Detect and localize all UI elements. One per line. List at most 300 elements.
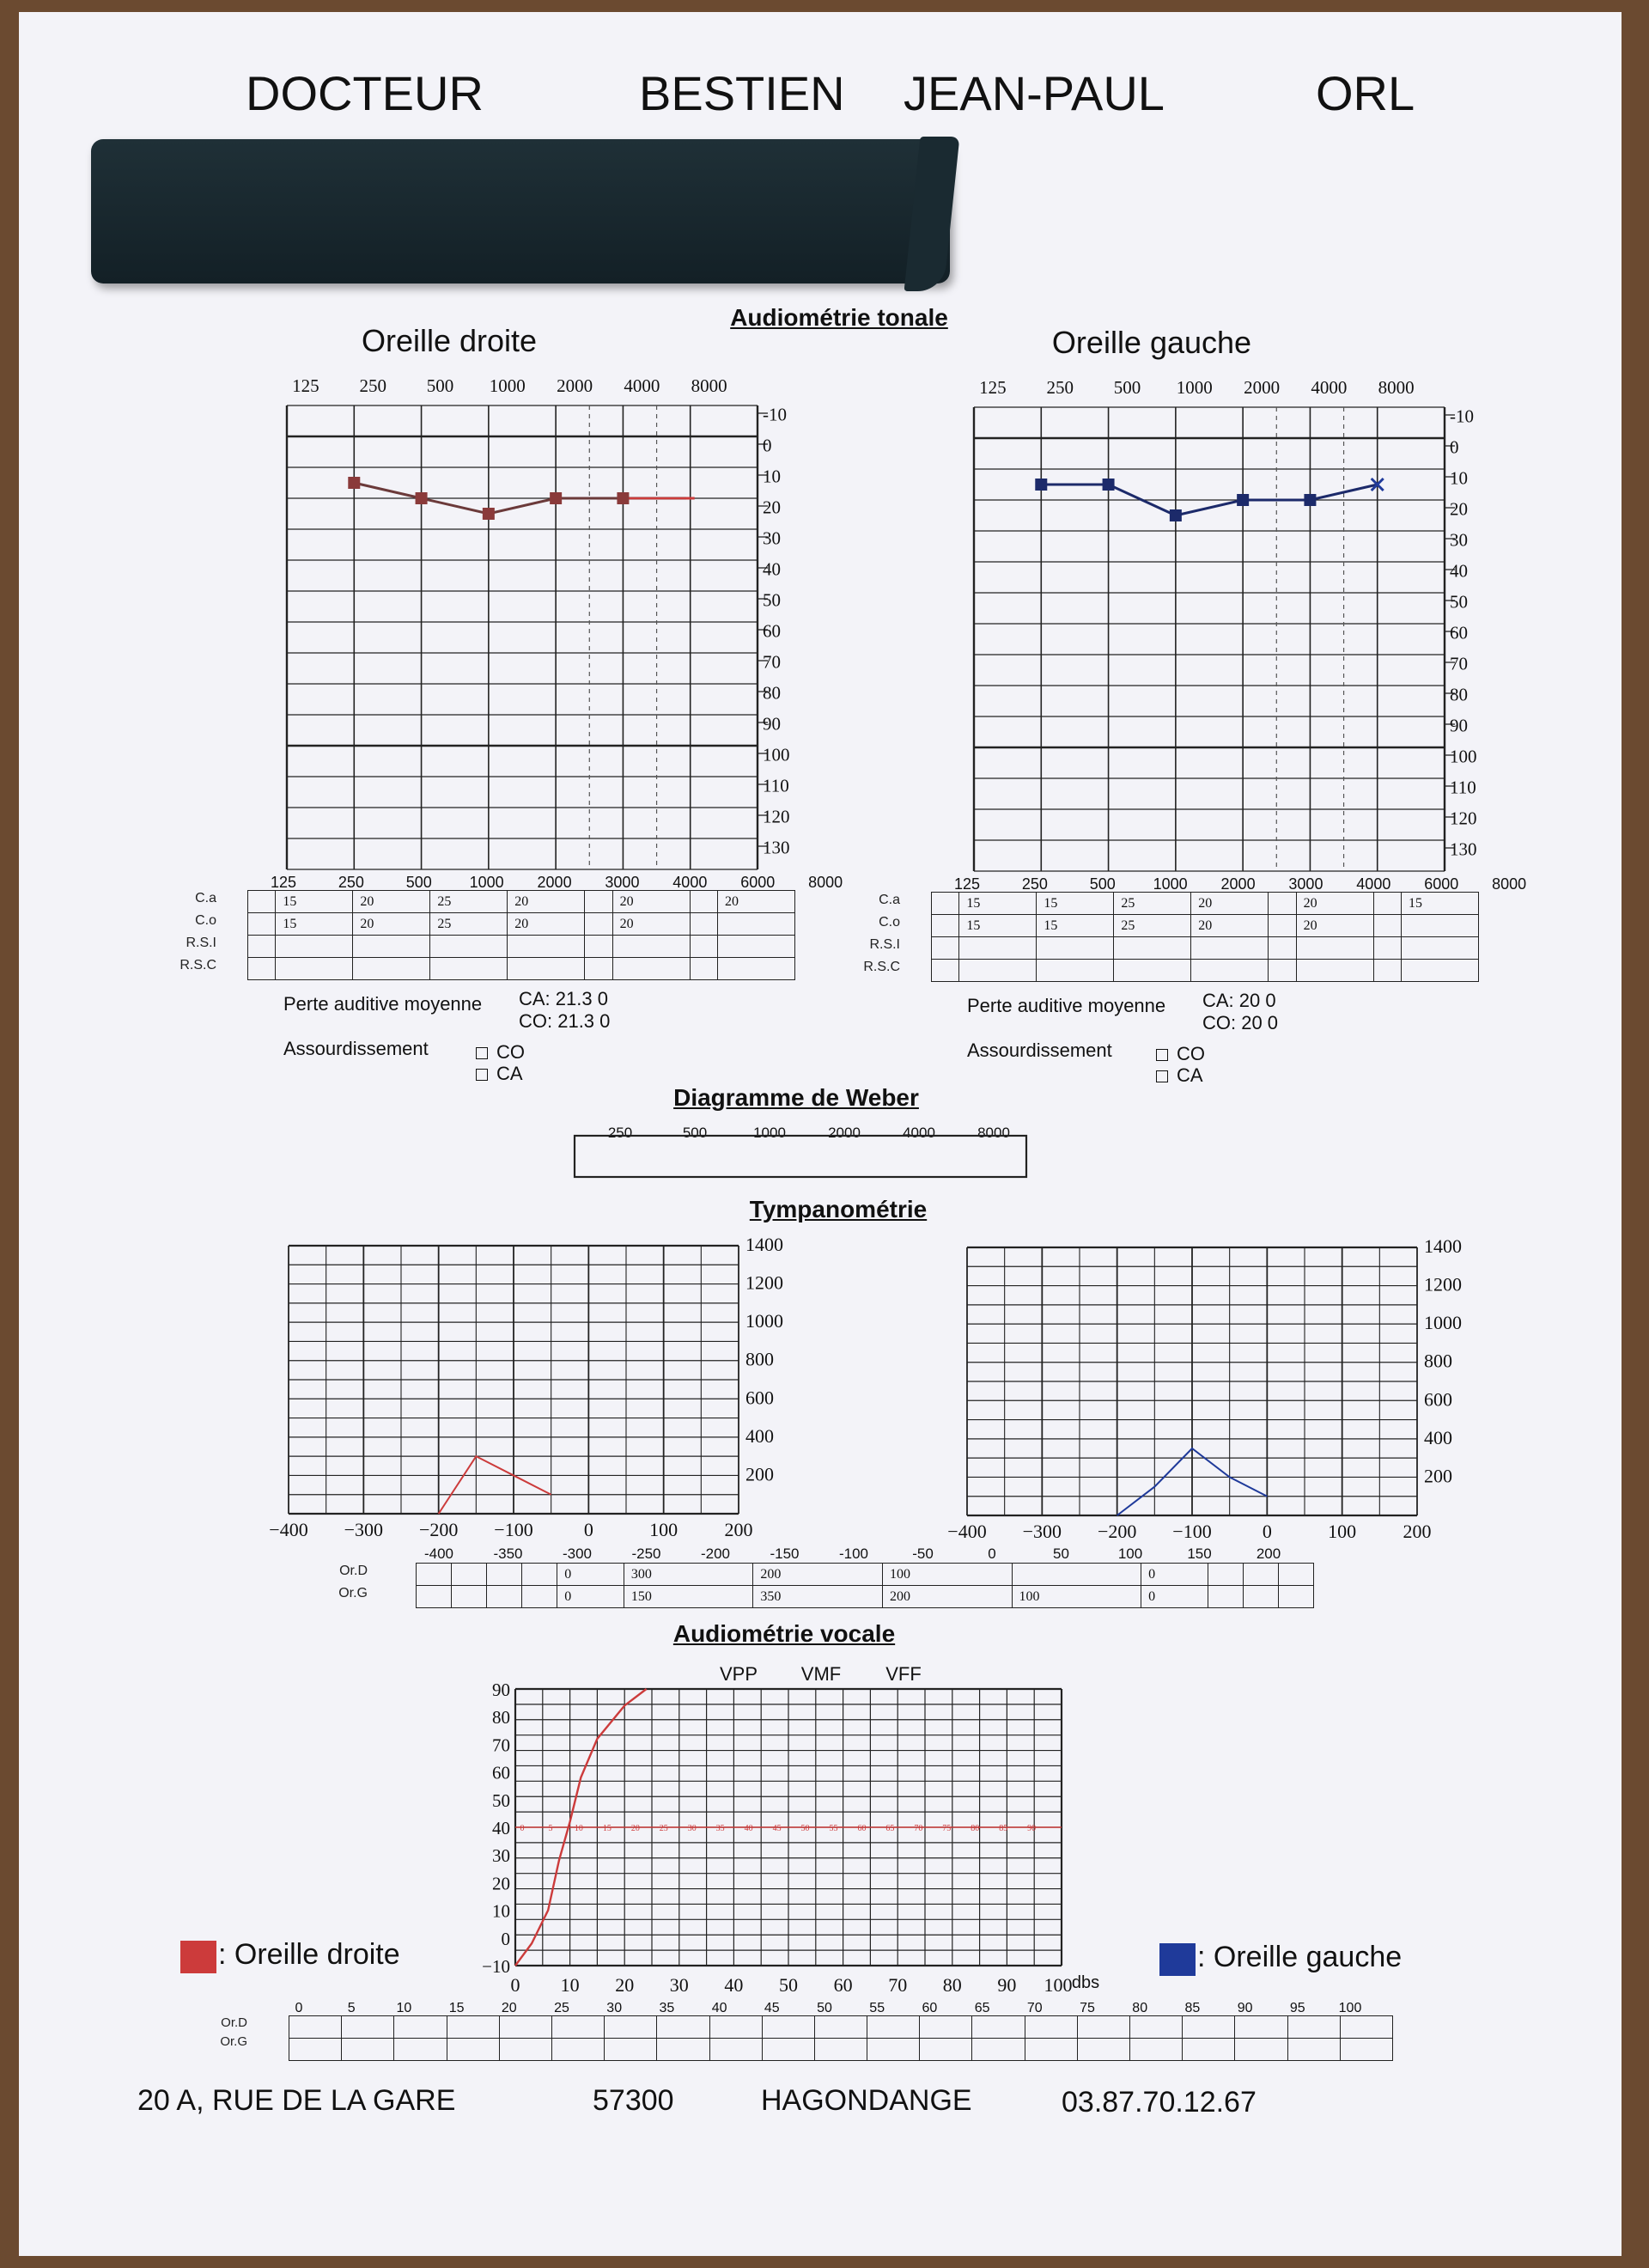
- db-tick-label: -10: [763, 404, 787, 425]
- table-cell: [394, 2039, 447, 2061]
- data-point: [416, 492, 428, 504]
- table-freq-label: 125: [270, 874, 297, 891]
- section-title-tonal: Audiométrie tonale: [730, 304, 948, 331]
- audiogram-left-title: Oreille gauche: [1051, 325, 1252, 360]
- tympano-y-label: 1200: [1424, 1273, 1462, 1296]
- table-cell: [1340, 2039, 1392, 2061]
- db-tick-label: 120: [1450, 808, 1477, 829]
- table-cell: [417, 1586, 452, 1608]
- table-cell: [1191, 937, 1269, 960]
- table-cell: 15: [1037, 915, 1114, 937]
- table-freq-label: 250: [338, 874, 364, 891]
- tympano-x-label: −200: [1097, 1521, 1137, 1542]
- tympano-table-header: 150: [1187, 1546, 1212, 1562]
- table-cell: [1269, 893, 1296, 915]
- vocale-table-header: 5: [347, 2001, 356, 2015]
- tympano-x-label: 200: [1403, 1521, 1432, 1542]
- reference-tick-label: 70: [914, 1824, 923, 1833]
- tympano-table-header: -100: [838, 1546, 869, 1562]
- tympano-table-header: 100: [1117, 1546, 1143, 1562]
- table-cell: 0: [557, 1586, 624, 1608]
- vocale-y-label: 40: [492, 1818, 510, 1838]
- header-title-name: BESTIEN: [639, 66, 845, 120]
- db-tick-label: 130: [1450, 838, 1477, 860]
- checkbox-ca[interactable]: [1156, 1070, 1168, 1082]
- db-tick-label: 70: [1450, 653, 1468, 674]
- table-cell: [1208, 1586, 1243, 1608]
- weber-freq-label: 250: [607, 1125, 633, 1141]
- table-cell: [1208, 1564, 1243, 1586]
- table-cell: 20: [1191, 893, 1269, 915]
- db-tick-label: 50: [763, 589, 781, 611]
- table-freq-label: 6000: [1424, 875, 1459, 893]
- table-cell: [452, 1564, 487, 1586]
- freq-tick-label: 125: [292, 375, 319, 396]
- table-cell: [690, 913, 717, 936]
- table-row: [932, 937, 1479, 960]
- vocale-table-header: 20: [501, 2001, 517, 2015]
- vocale-y-label: 30: [492, 1845, 510, 1867]
- tympano-x-label: −100: [494, 1519, 533, 1540]
- db-tick-label: 100: [763, 744, 790, 765]
- table-cell: [487, 1586, 522, 1608]
- vocale-table-header: 30: [606, 2001, 623, 2015]
- freq-tick-label: 1000: [489, 375, 526, 396]
- vocale-col-label: VPP: [719, 1663, 758, 1685]
- tympano-y-label: 600: [745, 1387, 774, 1409]
- table-cell: [394, 2016, 447, 2039]
- vocale-x-label: 80: [942, 1974, 962, 1996]
- checkbox-ca[interactable]: [476, 1069, 488, 1081]
- data-point: [617, 492, 629, 504]
- table-cell: [920, 2016, 972, 2039]
- db-tick-label: 70: [763, 651, 781, 673]
- tympano-y-label: 1000: [1424, 1312, 1462, 1334]
- table-cell: [1401, 960, 1478, 982]
- vocale-table-header: 70: [1026, 2001, 1043, 2015]
- table-cell: [248, 891, 276, 913]
- vocale-y-label: 0: [501, 1928, 510, 1949]
- tympano-x-label: 0: [1262, 1521, 1272, 1542]
- audiogram-left-table: [931, 892, 1479, 982]
- table-cell: [1183, 2039, 1235, 2061]
- freq-tick-label: 2000: [557, 375, 593, 396]
- vocale-y-label: 90: [492, 1680, 510, 1700]
- tympano-x-label: −100: [1172, 1521, 1212, 1542]
- table-cell: [522, 1586, 557, 1608]
- table-cell: 200: [882, 1586, 1012, 1608]
- reference-tick-label: 15: [602, 1824, 612, 1833]
- reference-tick-label: 10: [574, 1824, 583, 1833]
- vocale-y-label: 50: [492, 1789, 510, 1811]
- db-tick-label: 50: [1450, 591, 1468, 613]
- tympano-y-label: 1000: [745, 1310, 783, 1332]
- reference-tick-label: 25: [659, 1824, 668, 1833]
- db-tick-label: 110: [763, 775, 789, 796]
- freq-tick-label: 8000: [691, 375, 727, 396]
- table-cell: [1037, 960, 1114, 982]
- table-cell: [508, 936, 585, 958]
- table-cell: [612, 936, 690, 958]
- table-cell: 25: [1114, 915, 1191, 937]
- table-freq-label: 3000: [605, 874, 640, 891]
- table-cell: [585, 913, 612, 936]
- db-tick-label: 20: [763, 497, 781, 518]
- vocale-table-header: 85: [1184, 2001, 1201, 2015]
- table-cell: [342, 2039, 394, 2061]
- vocale-y-label: 10: [492, 1900, 510, 1922]
- audiogram-right-table: [247, 890, 795, 980]
- vocale-table: [289, 2015, 1393, 2061]
- table-cell: [1340, 2016, 1392, 2039]
- data-point: [1035, 479, 1047, 491]
- table-cell: [717, 958, 794, 980]
- freq-tick-label: 2000: [1244, 377, 1281, 398]
- db-tick-label: 30: [1450, 529, 1468, 551]
- vocale-x-label: 100: [1044, 1974, 1073, 1996]
- freq-tick-label: 1000: [1176, 377, 1213, 398]
- db-tick-label: 80: [763, 682, 781, 704]
- vocale-x-label: 20: [615, 1974, 635, 1996]
- vocale-table-header: 100: [1338, 2001, 1362, 2015]
- table-freq-label: 2000: [537, 874, 572, 891]
- audiogram-right-chart: [19, 12, 1622, 2256]
- vocale-x-label: 90: [997, 1974, 1017, 1996]
- freq-tick-label: 250: [359, 375, 386, 396]
- table-cell: [1287, 2016, 1340, 2039]
- tympano-table-header: -400: [423, 1546, 454, 1562]
- db-tick-label: 40: [1450, 560, 1468, 582]
- assourd-right-ca[interactable]: CA: [476, 1063, 523, 1085]
- tympano-y-label: 1400: [1424, 1235, 1462, 1257]
- freq-tick-label: 500: [426, 375, 454, 396]
- data-point: [550, 492, 562, 504]
- table-freq-label: 6000: [740, 874, 776, 891]
- tympano-table-header: 50: [1053, 1546, 1069, 1562]
- table-freq-label: 1000: [469, 874, 504, 891]
- table-cell: [1235, 2016, 1287, 2039]
- table-cell: [657, 2039, 709, 2061]
- db-tick-label: 60: [1450, 622, 1468, 643]
- reference-tick-label: 55: [829, 1824, 838, 1833]
- table-cell: [585, 891, 612, 913]
- table-cell: [1287, 2039, 1340, 2061]
- vocale-table-header: 80: [1132, 2001, 1148, 2015]
- table-cell: [1269, 937, 1296, 960]
- table-cell: 25: [430, 913, 508, 936]
- reference-tick-label: 75: [942, 1824, 952, 1833]
- table-cell: 20: [717, 891, 794, 913]
- vocale-x-label: 60: [833, 1974, 853, 1996]
- table-row-label: R.S.C: [863, 960, 900, 974]
- table-cell: [1183, 2016, 1235, 2039]
- table-cell: 20: [612, 891, 690, 913]
- vocale-x-label: 40: [724, 1974, 744, 1996]
- table-cell: [814, 2016, 867, 2039]
- data-point: [1304, 494, 1316, 506]
- table-row-label: R.S.C: [180, 958, 216, 972]
- assourd-left-label: Assourdissement: [967, 1040, 1112, 1061]
- table-row-label: R.S.I: [869, 937, 900, 952]
- table-cell: [605, 2039, 657, 2061]
- table-cell: [657, 2016, 709, 2039]
- table-cell: [248, 958, 276, 980]
- tympano-curve: [439, 1456, 551, 1514]
- tympano-y-label: 600: [1424, 1388, 1452, 1411]
- table-cell: [417, 1564, 452, 1586]
- table-cell: [1373, 937, 1401, 960]
- table-cell: 25: [1114, 893, 1191, 915]
- vocale-table-header: 25: [554, 2001, 569, 2015]
- table-cell: [1114, 960, 1191, 982]
- table-cell: [1025, 2039, 1077, 2061]
- table-cell: [508, 958, 585, 980]
- table-cell: 300: [624, 1564, 753, 1586]
- tympano-y-label: 200: [745, 1463, 774, 1485]
- tympano-x-label: 0: [583, 1519, 593, 1540]
- reference-tick-label: 30: [687, 1824, 697, 1833]
- table-cell: [932, 937, 959, 960]
- table-cell: [430, 936, 508, 958]
- weber-freq-label: 2000: [828, 1125, 861, 1141]
- table-cell: 0: [1141, 1564, 1208, 1586]
- table-cell: [1243, 1586, 1278, 1608]
- data-point: [1170, 509, 1182, 521]
- legend-left-swatch: [1159, 1943, 1196, 1976]
- table-cell: [353, 958, 430, 980]
- db-tick-label: 40: [763, 558, 781, 580]
- table-cell: [447, 2039, 499, 2061]
- table-cell: [690, 958, 717, 980]
- table-cell: [289, 2016, 342, 2039]
- table-cell: [814, 2039, 867, 2061]
- table-cell: [499, 2016, 551, 2039]
- assourd-left-co[interactable]: CO: [1156, 1043, 1205, 1065]
- table-cell: [717, 913, 794, 936]
- table-cell: [1296, 937, 1373, 960]
- header-title-docteur: DOCTEUR: [246, 66, 484, 120]
- table-freq-label: 125: [953, 875, 981, 893]
- vocale-x-label: 70: [888, 1974, 908, 1996]
- vocale-y-label: −10: [482, 1956, 510, 1977]
- table-cell: [1269, 915, 1296, 937]
- tympano-table-header: -350: [493, 1546, 523, 1562]
- db-tick-label: 10: [763, 466, 781, 487]
- db-tick-label: 60: [763, 620, 781, 642]
- tympano-x-label: −400: [269, 1519, 308, 1540]
- reference-tick-label: 80: [971, 1824, 980, 1833]
- table-freq-label: 250: [1021, 875, 1048, 893]
- db-tick-label: 80: [1450, 684, 1468, 705]
- table-cell: [522, 1564, 557, 1586]
- reference-tick-label: 90: [1027, 1824, 1037, 1833]
- table-row-label: C.o: [195, 913, 216, 928]
- table-cell: [1373, 915, 1401, 937]
- table-cell: [690, 936, 717, 958]
- table-cell: [1243, 1564, 1278, 1586]
- table-cell: 20: [1296, 893, 1373, 915]
- reference-tick-label: 20: [630, 1824, 640, 1833]
- tympano-x-label: −300: [1022, 1521, 1062, 1542]
- table-cell: [920, 2039, 972, 2061]
- table-cell: [1077, 2016, 1129, 2039]
- table-cell: [1114, 937, 1191, 960]
- db-tick-label: 90: [763, 713, 781, 735]
- table-freq-label: 500: [1089, 875, 1116, 893]
- tympano-x-label: −200: [418, 1519, 459, 1540]
- reference-tick-label: 40: [744, 1824, 753, 1833]
- table-row: [932, 960, 1479, 982]
- vocale-table-header: 0: [295, 2001, 303, 2015]
- vocale-x-label: 0: [510, 1974, 520, 1996]
- vocale-col-label: VMF: [800, 1663, 842, 1685]
- db-tick-label: 30: [763, 527, 781, 549]
- table-cell: [1191, 960, 1269, 982]
- legend-right-swatch: [180, 1941, 216, 1973]
- table-cell: [551, 2039, 604, 2061]
- table-row-label: C.a: [195, 891, 216, 905]
- audiogram-right-title: Oreille droite: [361, 323, 538, 358]
- pam-right-ca: CA: 21.3 0: [519, 988, 608, 1009]
- tympano-x-label: 100: [649, 1519, 678, 1540]
- assourd-right-co[interactable]: CO: [476, 1041, 525, 1064]
- table-cell: 15: [276, 891, 353, 913]
- table-cell: [1373, 893, 1401, 915]
- freq-tick-label: 500: [1113, 377, 1141, 398]
- section-title-tympano: Tympanométrie: [749, 1196, 928, 1222]
- table-cell: [1025, 2016, 1077, 2039]
- tympano-table-header: -150: [770, 1546, 800, 1562]
- vocale-table-header: 50: [817, 2001, 832, 2015]
- tympano-x-label: −400: [947, 1521, 987, 1542]
- table-cell: [612, 958, 690, 980]
- legend-right-label: : Oreille droite: [218, 1938, 400, 1971]
- vocale-x-label: 10: [560, 1974, 580, 1996]
- legend-left-label: : Oreille gauche: [1197, 1941, 1403, 1973]
- vocale-x-unit: dbs: [1071, 1973, 1100, 1992]
- vocale-table-header: 90: [1237, 2001, 1253, 2015]
- table-cell: [447, 2016, 499, 2039]
- reference-tick-label: 50: [800, 1824, 810, 1833]
- pam-left-co: CO: 20 0: [1202, 1012, 1279, 1033]
- vocale-y-label: 70: [492, 1735, 510, 1756]
- table-cell: [762, 2039, 814, 2061]
- table-cell: [709, 2039, 762, 2061]
- tympano-y-label: 1400: [745, 1234, 783, 1255]
- table-row: [289, 2039, 1393, 2061]
- assourd-left-ca[interactable]: CA: [1156, 1064, 1203, 1087]
- table-cell: 150: [624, 1586, 753, 1608]
- table-row: [932, 915, 1479, 937]
- section-title-vocale: Audiométrie vocale: [672, 1620, 896, 1647]
- table-row-label: C.a: [879, 893, 900, 907]
- vocale-x-label: 30: [669, 1974, 689, 1996]
- tympano-table: [416, 1563, 1314, 1608]
- reference-tick-label: 65: [885, 1824, 895, 1833]
- table-cell: [289, 2039, 342, 2061]
- table-cell: [1401, 937, 1478, 960]
- vocale-table-header: 95: [1289, 2001, 1305, 2015]
- vocale-table-header: 75: [1080, 2001, 1095, 2015]
- table-cell: 25: [430, 891, 508, 913]
- tympano-y-label: 200: [1424, 1465, 1452, 1487]
- table-cell: [959, 960, 1037, 982]
- data-point: [483, 508, 495, 520]
- tympano-table-header: -250: [631, 1546, 661, 1562]
- table-cell: [972, 2016, 1025, 2039]
- table-cell: [452, 1586, 487, 1608]
- db-tick-label: 0: [1450, 436, 1459, 458]
- db-tick-label: 20: [1450, 498, 1468, 520]
- db-tick-label: -10: [1450, 405, 1474, 427]
- table-freq-label: 1000: [1153, 875, 1188, 893]
- vocale-y-label: 60: [492, 1762, 510, 1783]
- vocale-table-header: 10: [396, 2001, 412, 2015]
- table-cell: [1373, 960, 1401, 982]
- reference-tick-label: 35: [715, 1824, 725, 1833]
- table-cell: 20: [508, 913, 585, 936]
- table-cell: 350: [753, 1586, 883, 1608]
- tympano-table-header: 0: [988, 1546, 996, 1562]
- vocale-col-label: VFF: [885, 1663, 922, 1685]
- checkbox-co[interactable]: [1156, 1049, 1168, 1061]
- freq-tick-label: 4000: [1311, 377, 1348, 398]
- table-row-label: Or.G: [338, 1586, 368, 1600]
- data-point: [1103, 479, 1115, 491]
- table-cell: [248, 936, 276, 958]
- db-tick-label: 100: [1450, 746, 1477, 767]
- table-cell: 15: [959, 915, 1037, 937]
- table-cell: [487, 1564, 522, 1586]
- pam-right-co: CO: 21.3 0: [519, 1010, 611, 1032]
- table-cell: [690, 891, 717, 913]
- table-row: [248, 958, 795, 980]
- vocale-y-label: 20: [492, 1873, 510, 1894]
- table-cell: [1269, 960, 1296, 982]
- table-freq-label: 3000: [1288, 875, 1323, 893]
- tympano-x-label: −300: [344, 1519, 384, 1540]
- tympano-x-label: 100: [1328, 1521, 1357, 1542]
- table-cell: [342, 2016, 394, 2039]
- footer-city: HAGONDANGE: [761, 2084, 972, 2117]
- table-cell: [1401, 915, 1478, 937]
- table-cell: [932, 915, 959, 937]
- header-title-firstname: JEAN-PAUL: [904, 66, 1165, 120]
- footer-phone: 03.87.70.12.67: [1062, 2086, 1257, 2119]
- checkbox-co[interactable]: [476, 1047, 488, 1059]
- table-row: [417, 1564, 1314, 1586]
- table-cell: 15: [276, 913, 353, 936]
- table-cell: [1130, 2039, 1183, 2061]
- table-cell: [972, 2039, 1025, 2061]
- table-cell: 15: [959, 893, 1037, 915]
- vocale-x-label: 50: [779, 1974, 798, 1996]
- tympano-table-header: -300: [562, 1546, 593, 1562]
- tympano-y-label: 800: [1424, 1350, 1452, 1372]
- tympano-table-header: -200: [700, 1546, 731, 1562]
- freq-tick-label: 250: [1046, 377, 1074, 398]
- table-row-label: Or.G: [220, 2034, 247, 2049]
- assourd-right-label: Assourdissement: [283, 1038, 429, 1059]
- table-row-label: Or.D: [339, 1564, 368, 1578]
- reference-tick-label: 85: [999, 1824, 1008, 1833]
- tympano-y-label: 400: [1424, 1426, 1452, 1448]
- weber-freq-label: 8000: [977, 1125, 1010, 1141]
- table-row: [248, 913, 795, 936]
- db-tick-label: 0: [763, 435, 772, 456]
- table-row-label: R.S.I: [186, 936, 216, 950]
- table-cell: [499, 2039, 551, 2061]
